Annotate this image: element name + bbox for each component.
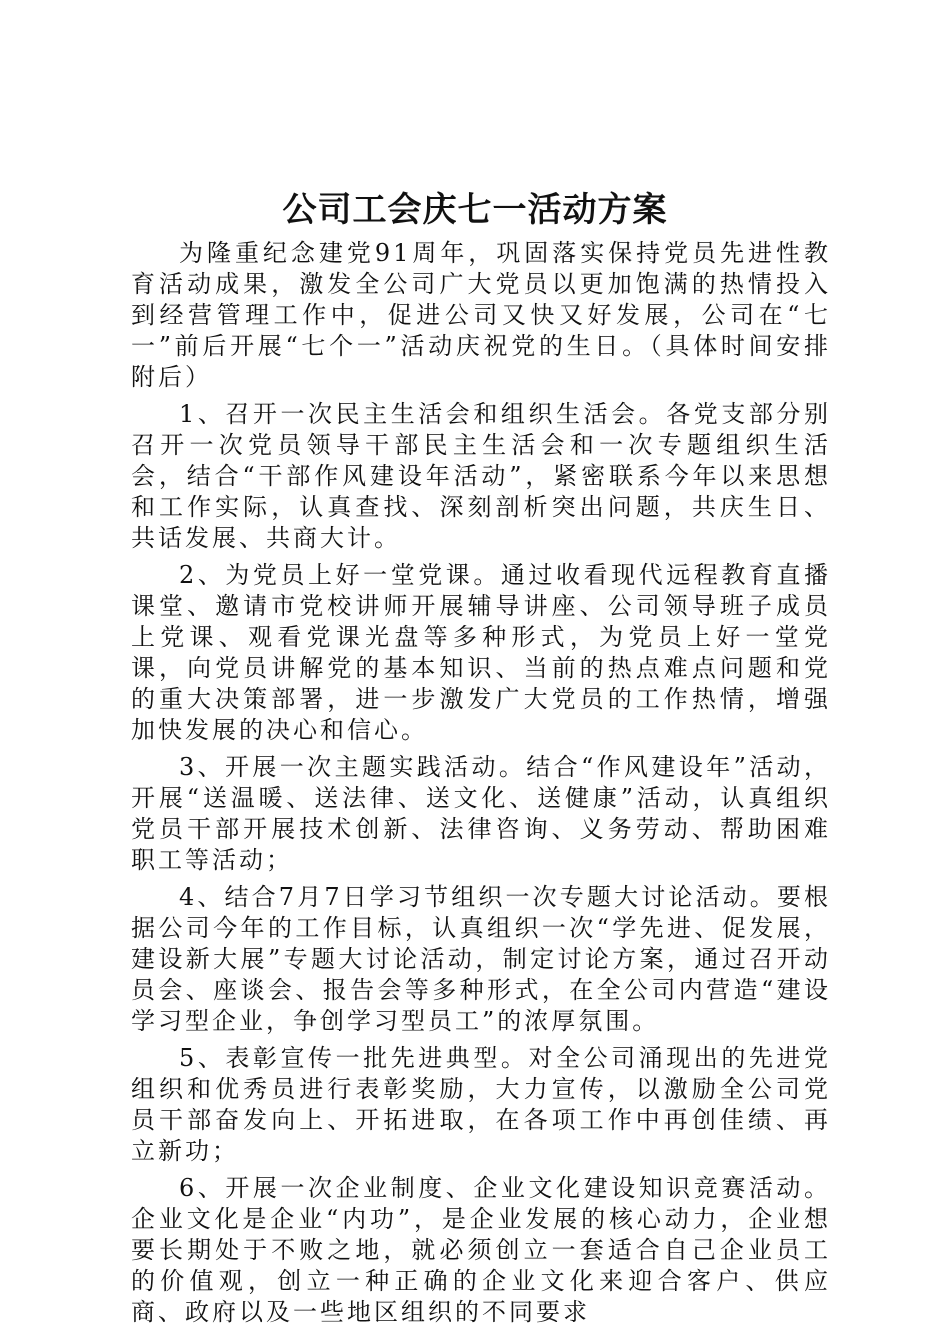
document-body bbox=[131, 238, 831, 1334]
document-title: 公司工会庆七一活动方案 bbox=[282, 190, 668, 230]
item-2-paragraph: 2、为党员上好一堂党课。通过收看现代远程教育直播课堂、邀请市党校讲师开展辅导讲座、公司领导班子成员上党课、观看党课光盘等多种形式，为党员上好一堂党课，向党员讲解党的基本知识、当前的热点难点问题和党的重大决策部署，进一步激发广大党员的工作热情，增强加快发展的决心和信心。 bbox=[131, 561, 831, 744]
item-6-paragraph: 6、开展一次企业制度、企业文化建设知识竞赛活动。企业文化是企业“内功”，是企业发展的核心动力，企业想要长期处于不败之地，就必须创立一套适合自己企业员工的价值观，创立一种正确的企业文化来迎合客户、供应商、政府以及一些地区组织的不同要求 bbox=[131, 1174, 831, 1326]
item-4-paragraph: 4、结合7月7日学习节组织一次专题大讨论活动。要根据公司今年的工作目标，认真组织一次“学先进、促发展，建设新大展”专题大讨论活动，制定讨论方案，通过召开动员会、座谈会、报告会等多种形式，在全公司内营造“建设学习型企业，争创学习型员工”的浓厚氛围。 bbox=[131, 883, 831, 1035]
intro-paragraph: 为隆重纪念建党91周年，巩固落实保持党员先进性教育活动成果，激发全公司广大党员以更加饱满的热情投入到经营管理工作中，促进公司又快又好发展，公司在“七一”前后开展“七个一”活动庆祝党的生日。（具体时间安排附后） bbox=[131, 239, 831, 391]
item-5-paragraph: 5、表彰宣传一批先进典型。对全公司涌现出的先进党组织和优秀员进行表彰奖励，大力宣传，以激励全公司党员干部奋发向上、开拓进取，在各项工作中再创佳绩、再立新功； bbox=[131, 1044, 831, 1165]
item-3-paragraph: 3、开展一次主题实践活动。结合“作风建设年”活动，开展“送温暖、送法律、送文化、送健康”活动，认真组织党员干部开展技术创新、法律咨询、义务劳动、帮助困难职工等活动； bbox=[131, 753, 831, 874]
item-1-paragraph: 1、召开一次民主生活会和组织生活会。各党支部分别召开一次党员领导干部民主生活会和一次专题组织生活会，结合“干部作风建设年活动”，紧密联系今年以来思想和工作实际，认真查找、深刻剖析突出问题，共庆生日、共话发展、共商大计。 bbox=[131, 400, 831, 552]
